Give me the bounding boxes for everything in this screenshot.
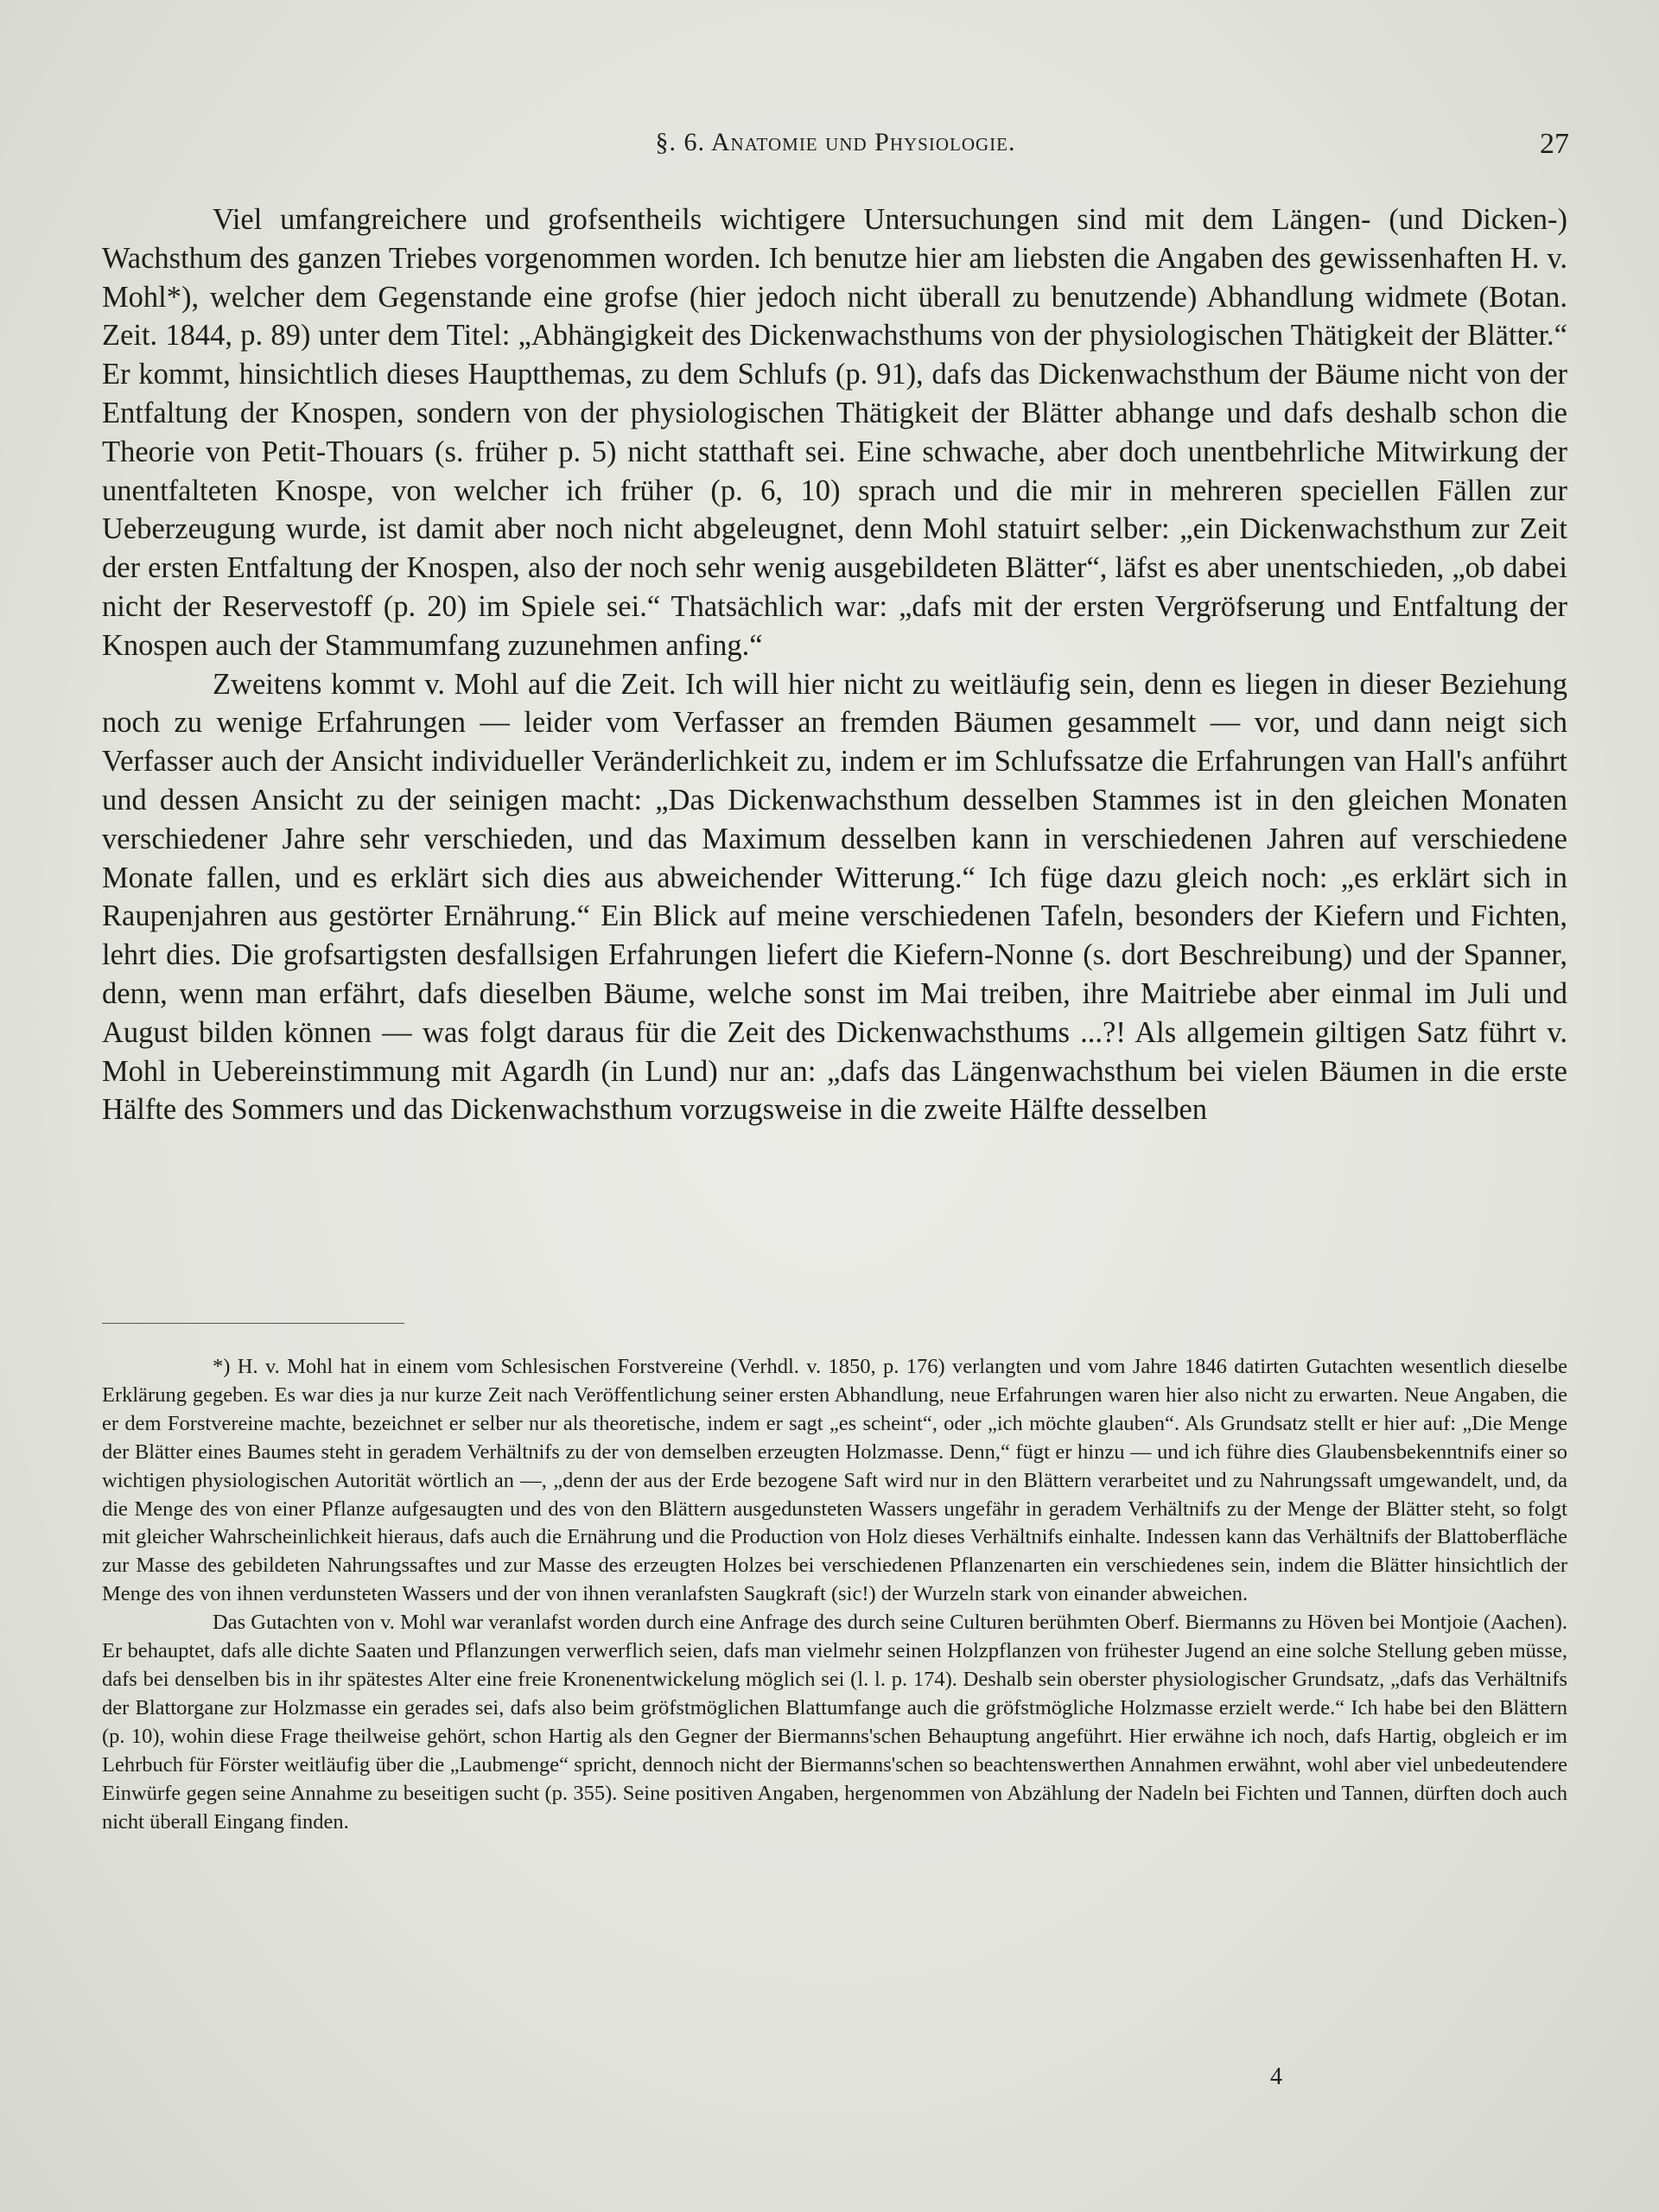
- footnote-paragraph: Das Gutachten von v. Mohl war veranlafst worden durch eine Anfrage des durch seine Culturen berühmten Oberf. Biermanns zu Höven bei Montjoie (Aachen). Er behauptet, dafs alle dichte Saaten und Pflanzungen verwerflich seien, dafs man vielmehr seinen Holzpflanzen von frühester Jugend an eine solche Stellung geben müsse, dafs bei denselben bis in ihr spätestes Alter eine freie Kronenentwickelung möglich sei (l. l. p. 174). Deshalb sein oberster physiologischer Grundsatz, „dafs das Verhältnifs der Blattorgane zur Holzmasse ein gerades sei, dafs also beim gröfstmöglichen Blattumfange auch die gröfstmögliche Holzmasse erzielt werde.“ Ich habe bei den Blättern (p. 10), wohin diese Frage theilweise gehört, schon Hartig als den Gegner der Biermanns'schen Behauptung angeführt. Hier erwähne ich noch, dafs Hartig, obgleich er im Lehrbuch für Förster weitläufig über die „Laubmenge“ spricht, dennoch nicht der Biermanns'schen so beachtenswerthen Annahmen erwähnt, wohl aber viel unbedeutendere Einwürfe gegen seine Annahme zu beseitigen sucht (p. 355). Seine positiven Angaben, hergenommen von Abzählung der Nadeln bei Fichten und Tannen, dürften doch auch nicht überall Eingang finden.: [102, 1611, 1567, 1834]
- body-paragraph: Zweitens kommt v. Mohl auf die Zeit. Ich will hier nicht zu weitläufig sein, denn es liegen in dieser Beziehung noch zu wenige Erfahrungen — leider vom Verfasser an fremden Bäumen gesammelt — vor, und dann neigt sich Verfasser auch der Ansicht individueller Veränderlichkeit zu, indem er im Schlufssatze die Erfahrungen van Hall's anführt und dessen Ansicht zu der seinigen macht: „Das Dickenwachsthum desselben Stammes ist in den gleichen Monaten verschiedener Jahre sehr verschieden, und das Maximum desselben kann in verschiedenen Jahren auf verschiedene Monate fallen, und es erklärt sich dies aus abweichender Witterung.“ Ich füge dazu gleich noch: „es erklärt sich in Raupenjahren aus gestörter Ernährung.“ Ein Blick auf meine verschiedenen Tafeln, besonders der Kiefern und Fichten, lehrt dies. Die grofsartigsten desfallsigen Erfahrungen liefert die Kiefern-Nonne (s. dort Beschreibung) und der Spanner, denn, wenn man erfährt, dafs dieselben Bäume, welche sonst im Mai treiben, ihre Maitriebe aber einmal im Juli und August bilden können — was folgt daraus für die Zeit des Dickenwachsthums ...?! Als allgemein giltigen Satz führt v. Mohl in Uebereinstimmung mit Agardh (in Lund) nur an: „dafs das Längenwachsthum bei vielen Bäumen in die erste Hälfte des Sommers und das Dickenwachsthum vorzugsweise in die zweite Hälfte desselben: [102, 667, 1567, 1127]
- main-text: [102, 200, 1567, 1129]
- footnote-paragraph: *) H. v. Mohl hat in einem vom Schlesischen Forstvereine (Verhdl. v. 1850, p. 176) verlangten und vom Jahre 1846 datirten Gutachten wesentlich dieselbe Erklärung gegeben. Es war dies ja nur kurze Zeit nach Veröffentlichung seiner ersten Abhandlung, neue Erfahrungen waren hier also nicht zu erwarten. Neue Angaben, die er dem Forstvereine machte, bezeichnet er selber nur als theoretische, indem er sagt „es scheint“, oder „ich möchte glauben“. Als Grundsatz stellt er hier auf: „Die Menge der Blätter eines Baumes steht in geradem Verhältnifs zu der von demselben erzeugten Holzmasse. Denn,“ fügt er hinzu — und ich führe dies Glaubensbekenntnifs einer so wichtigen physiologischen Autorität wörtlich an —, „denn der aus der Erde bezogene Saft wird nur in den Blättern verarbeitet und zu Nahrungssaft umgewandelt, und, da die Menge des von einer Pflanze aufgesaugten und des von den Blättern ausgedunsteten Wassers ungefähr in geradem Verhältnifs zu der Menge der Blätter steht, so folgt mit gleicher Wahrscheinlichkeit hieraus, dafs auch die Ernährung und die Production von Holz dieses Verhältnifs einhalte. Indessen kann das Verhältnifs der Blattoberfläche zur Masse des gebildeten Nahrungssaftes und zur Masse des erzeugten Holzes bei verschiedenen Pflanzenarten ein verschiedenes sein, indem die Blätter hinsichtlich der Menge des von ihnen verdunsteten Wassers und der von ihnen veranlafsten Saugkraft (sic!) der Wurzeln stark von einander abweichen.: [102, 1355, 1567, 1606]
- signature-mark: 4: [1270, 2063, 1282, 2090]
- page-header: [102, 128, 1569, 169]
- body-paragraph: Viel umfangreichere und grofsentheils wichtigere Untersuchungen sind mit dem Längen- (und Dicken-) Wachsthum des ganzen Triebes vorgenommen worden. Ich benutze hier am liebsten die Angaben des gewissenhaften H. v. Mohl*), welcher dem Gegenstande eine grofse (hier jedoch nicht überall zu benutzende) Abhandlung widmete (Botan. Zeit. 1844, p. 89) unter dem Titel: „Abhängigkeit des Dickenwachsthums von der physiologischen Thätigkeit der Blätter.“ Er kommt, hinsichtlich dieses Hauptthemas, zu dem Schlufs (p. 91), dafs das Dickenwachsthum der Bäume nicht von der Entfaltung der Knospen, sondern von der physiologischen Thätigkeit der Blätter abhange und dafs deshalb schon die Theorie von Petit-Thouars (s. früher p. 5) nicht statthaft sei. Eine schwache, aber doch unentbehrliche Mitwirkung der unentfalteten Knospe, von welcher ich früher (p. 6, 10) sprach und die mir in mehreren speciellen Fällen zur Ueberzeugung wurde, ist damit aber noch nicht abgeleugnet, denn Mohl statuirt selber: „ein Dickenwachsthum zur Zeit der ersten Entfaltung der Knospen, also der noch sehr wenig ausgebildeten Blätter“, läfst es aber unentschieden, „ob dabei nicht der Reservestoff (p. 20) im Spiele sei.“ Thatsächlich war: „dafs mit der ersten Vergröfserung und Entfaltung der Knospen auch der Stammumfang zuzunehmen anfing.“: [102, 203, 1567, 662]
- running-title: §. 6. Anatomie und Physiologie.: [655, 128, 1016, 156]
- footnote-divider: [102, 1323, 404, 1324]
- footnote: [102, 1353, 1567, 1836]
- page-number: 27: [1540, 128, 1569, 160]
